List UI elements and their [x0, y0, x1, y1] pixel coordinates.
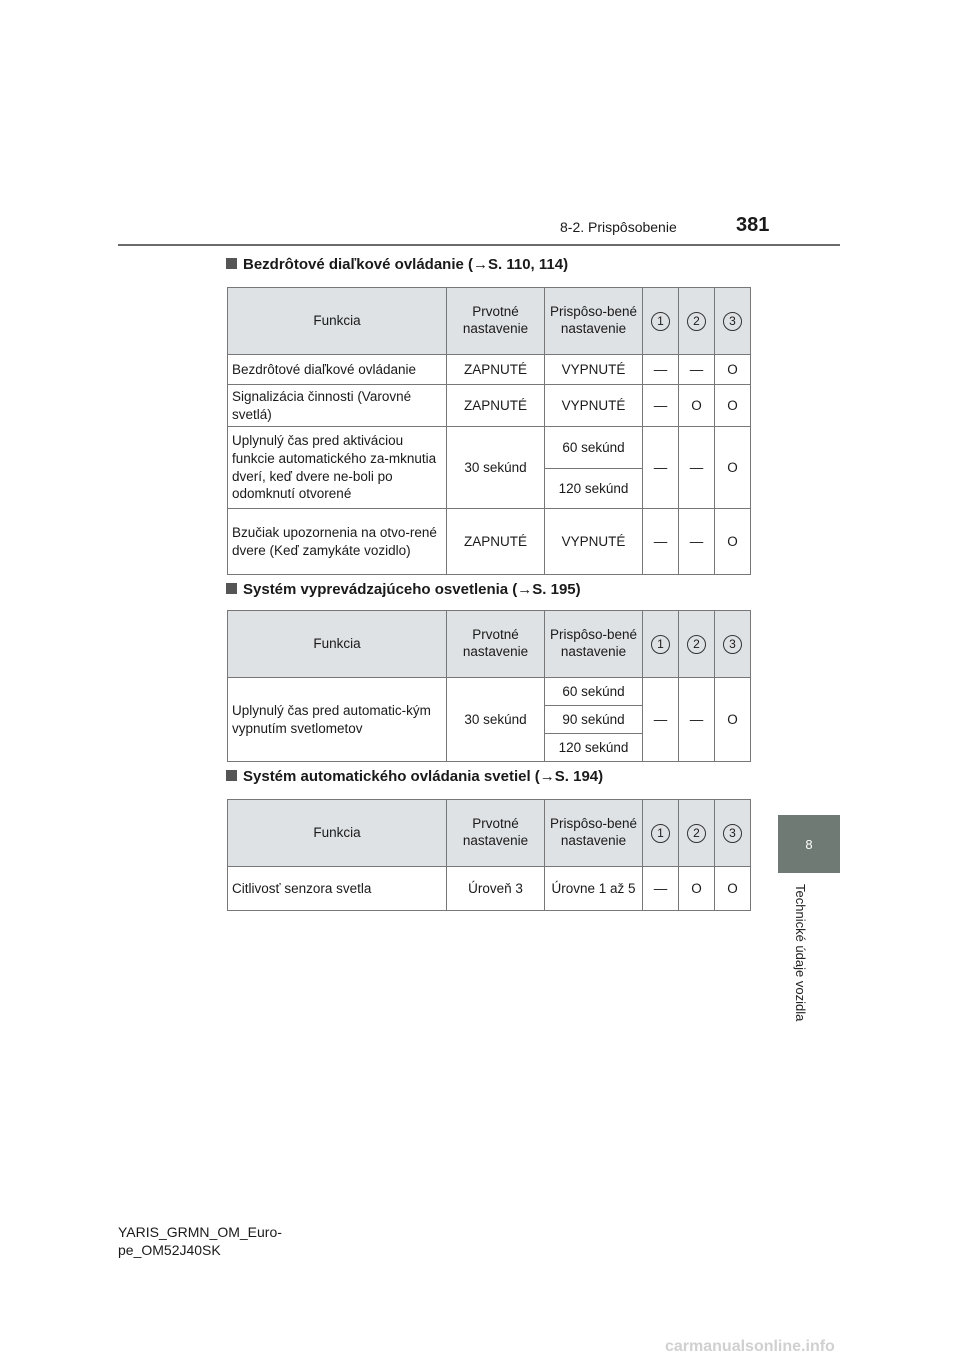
circled-two-icon: 2 [687, 635, 706, 654]
cell-prisposobene: 60 sekúnd [545, 678, 643, 706]
cell-prvotne: ZAPNUTÉ [447, 509, 545, 575]
cell-c1: — [643, 867, 679, 911]
col-funkcia: Funkcia [228, 611, 447, 678]
section-title-escort-light [226, 581, 581, 598]
cell-c2: — [679, 355, 715, 385]
square-bullet-icon [226, 770, 237, 781]
cell-c1: — [643, 385, 679, 427]
table-remote [227, 287, 751, 575]
col-1 [643, 288, 679, 355]
section-title-text: Bezdrôtové diaľkové ovládanie (→S. 110, 114) [243, 256, 569, 273]
cell-c3: O [715, 509, 751, 575]
circled-one-icon: 1 [651, 312, 670, 331]
col-2 [679, 800, 715, 867]
section-heading: 8-2. Prispôsobenie [560, 219, 677, 235]
cell-c2: — [679, 678, 715, 762]
col-prvotne: Prvotné nastavenie [447, 800, 545, 867]
col-3 [715, 800, 751, 867]
table-row [228, 867, 751, 911]
footer-document-id [118, 1223, 282, 1259]
cell-prisposobene: Úrovne 1 až 5 [545, 867, 643, 911]
cell-c1: — [643, 509, 679, 575]
section-title-text: Systém automatického ovládania svetiel (→S. 194) [243, 768, 604, 785]
cell-c3: O [715, 678, 751, 762]
cell-prisposobene: 90 sekúnd [545, 706, 643, 734]
cell-funkcia: Uplynulý čas pred aktiváciou funkcie automatického za-mknutia dverí, keď dvere ne-boli po odomknutí otvorené [228, 427, 447, 509]
table-row [228, 509, 751, 575]
table-header-row [228, 611, 751, 678]
cell-funkcia: Uplynulý čas pred automatic-kým vypnutím svetlometov [228, 678, 447, 762]
col-1 [643, 611, 679, 678]
circled-one-icon: 1 [651, 635, 670, 654]
cell-prisposobene: VYPNUTÉ [545, 385, 643, 427]
circled-three-icon: 3 [723, 824, 742, 843]
col-2 [679, 611, 715, 678]
table-row [228, 678, 751, 706]
cell-prisposobene: 120 sekúnd [545, 734, 643, 762]
watermark: carmanualsonline.info [665, 1338, 835, 1355]
table-header-row [228, 288, 751, 355]
cell-c3: O [715, 385, 751, 427]
chapter-tab[interactable] [778, 815, 840, 873]
cell-c2: O [679, 867, 715, 911]
cell-c3: O [715, 427, 751, 509]
table-auto-light [227, 799, 751, 911]
col-prisposobene: Prispôso-bené nastavenie [545, 611, 643, 678]
col-3 [715, 611, 751, 678]
col-funkcia: Funkcia [228, 800, 447, 867]
cell-prisposobene: VYPNUTÉ [545, 355, 643, 385]
section-title-text: Systém vyprevádzajúceho osvetlenia (→S. 195) [243, 581, 581, 598]
chapter-number: 8 [805, 836, 813, 852]
cell-prisposobene: VYPNUTÉ [545, 509, 643, 575]
cell-c3: O [715, 867, 751, 911]
page-number: 381 [736, 214, 770, 236]
table-row [228, 355, 751, 385]
cell-prisposobene: 120 sekúnd [545, 469, 643, 509]
cell-funkcia: Citlivosť senzora svetla [228, 867, 447, 911]
col-prvotne: Prvotné nastavenie [447, 288, 545, 355]
cell-prvotne: ZAPNUTÉ [447, 385, 545, 427]
cell-funkcia: Bzučiak upozornenia na otvo-rené dvere (Keď zamykáte vozidlo) [228, 509, 447, 575]
table-row [228, 385, 751, 427]
cell-c2: — [679, 509, 715, 575]
cell-prisposobene: 60 sekúnd [545, 427, 643, 469]
cell-funkcia: Bezdrôtové diaľkové ovládanie [228, 355, 447, 385]
cell-c1: — [643, 678, 679, 762]
table-row [228, 427, 751, 469]
square-bullet-icon [226, 258, 237, 269]
circled-three-icon: 3 [723, 312, 742, 331]
section-title-remote [226, 256, 568, 273]
table-header-row [228, 800, 751, 867]
circled-two-icon: 2 [687, 312, 706, 331]
footer-line: pe_OM52J40SK [118, 1242, 221, 1258]
col-prisposobene: Prispôso-bené nastavenie [545, 288, 643, 355]
col-funkcia: Funkcia [228, 288, 447, 355]
cell-c2: — [679, 427, 715, 509]
col-prisposobene: Prispôso-bené nastavenie [545, 800, 643, 867]
cell-funkcia: Signalizácia činnosti (Varovné svetlá) [228, 385, 447, 427]
cell-c1: — [643, 355, 679, 385]
cell-c1: — [643, 427, 679, 509]
cell-prvotne: 30 sekúnd [447, 678, 545, 762]
footer-line: YARIS_GRMN_OM_Euro- [118, 1224, 282, 1240]
cell-c3: O [715, 355, 751, 385]
chapter-title: Technické údaje vozidla [793, 884, 808, 1022]
circled-one-icon: 1 [651, 824, 670, 843]
cell-c2: O [679, 385, 715, 427]
cell-prvotne: Úroveň 3 [447, 867, 545, 911]
square-bullet-icon [226, 583, 237, 594]
col-prvotne: Prvotné nastavenie [447, 611, 545, 678]
table-escort-light [227, 610, 751, 762]
section-title-auto-light [226, 768, 603, 785]
header-divider [118, 244, 840, 246]
cell-prvotne: ZAPNUTÉ [447, 355, 545, 385]
circled-three-icon: 3 [723, 635, 742, 654]
circled-two-icon: 2 [687, 824, 706, 843]
col-1 [643, 800, 679, 867]
cell-prvotne: 30 sekúnd [447, 427, 545, 509]
col-2 [679, 288, 715, 355]
col-3 [715, 288, 751, 355]
